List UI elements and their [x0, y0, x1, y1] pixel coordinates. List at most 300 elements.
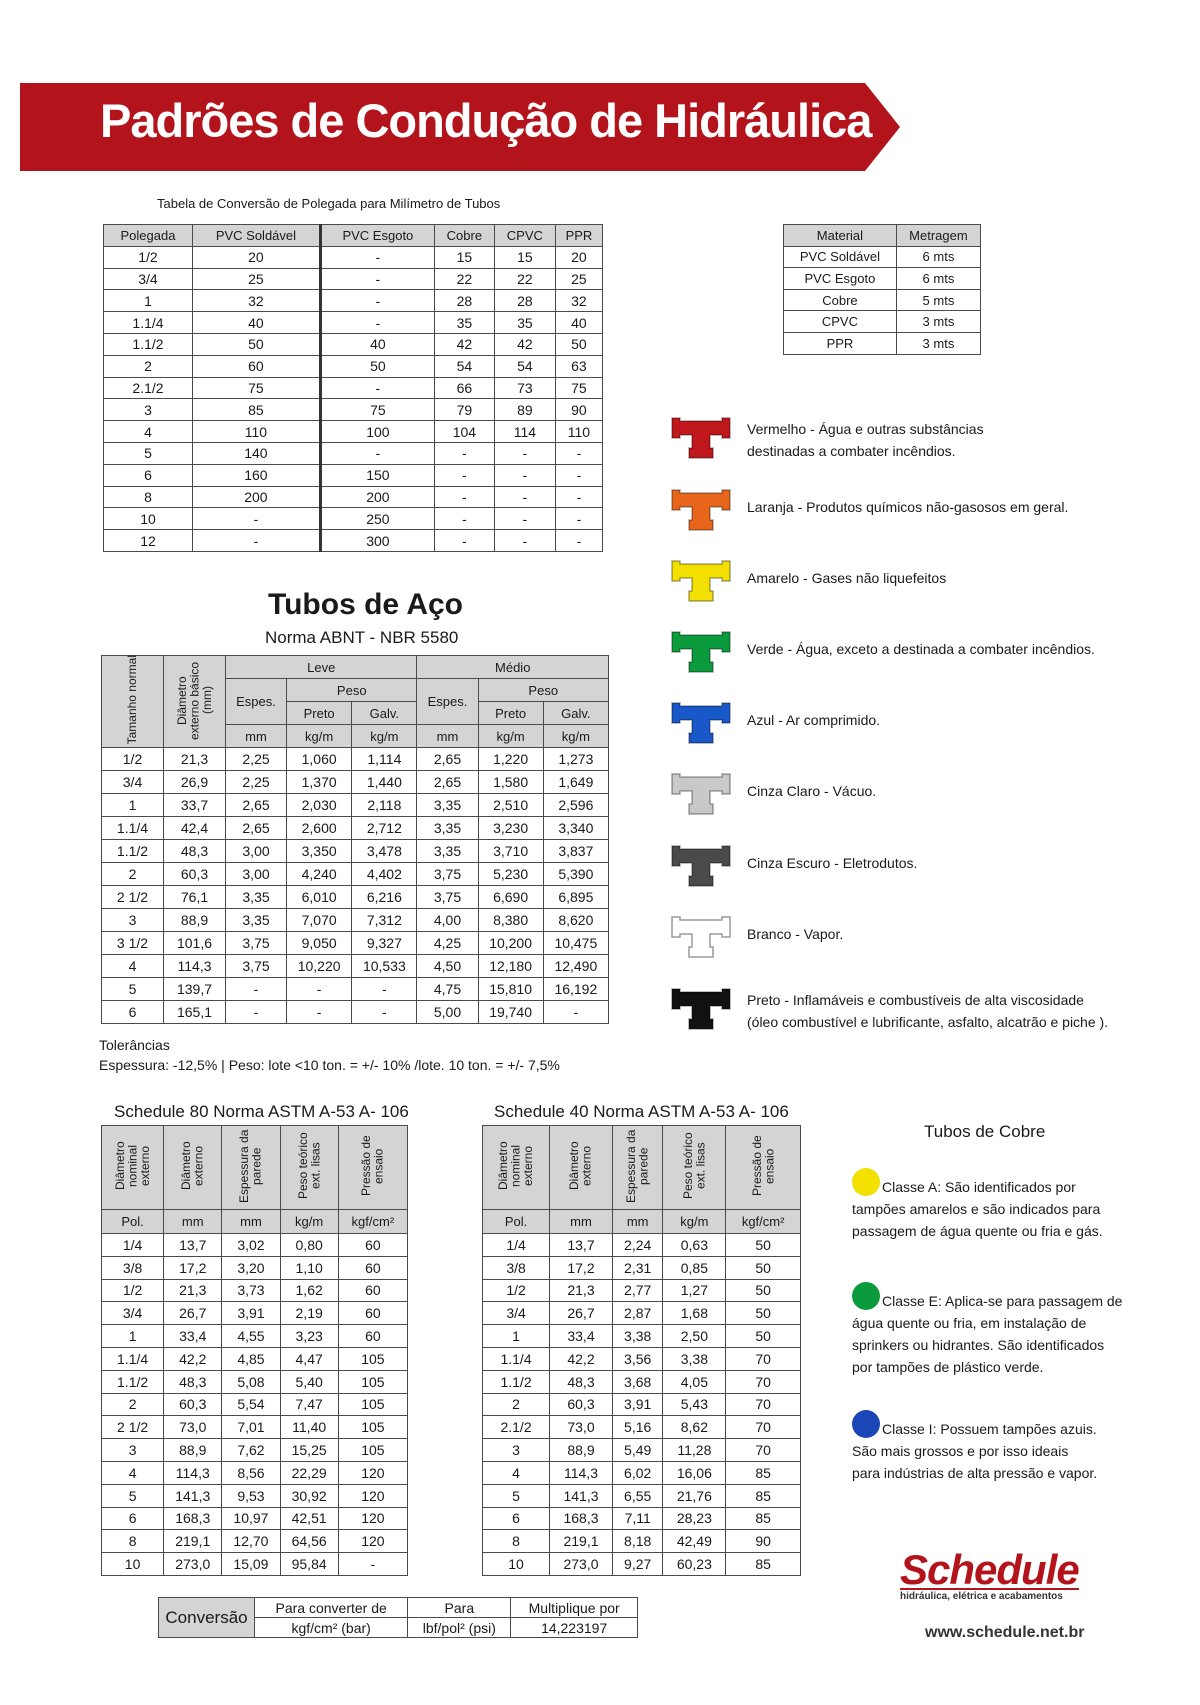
page-title: Padrões de Condução de Hidráulica [100, 94, 872, 147]
table-cell: 4,402 [352, 863, 417, 886]
table-cell: 15,810 [478, 978, 543, 1001]
table-cell: 85 [726, 1461, 801, 1484]
copper-line: sprinkers ou hidrantes. São identificados [852, 1337, 1105, 1353]
table-row [104, 290, 603, 312]
table-cell: 60 [192, 355, 320, 377]
table-cell: - [192, 530, 320, 552]
unit-kgm: kg/m [478, 725, 543, 748]
copper-line: por tampões de plástico verde. [852, 1359, 1044, 1375]
table-cell: 120 [338, 1507, 407, 1530]
table-cell: - [226, 978, 287, 1001]
table-cell: 7,62 [222, 1439, 280, 1462]
table-row [483, 1416, 801, 1439]
table-cell: 6 [102, 1001, 164, 1024]
table-cell: 85 [726, 1484, 801, 1507]
table-cell: - [352, 1001, 417, 1024]
table-cell: 90 [555, 399, 602, 421]
table-cell: 40 [192, 312, 320, 334]
table-cell: 3 [102, 909, 164, 932]
schedule-column-header: Diâmetro externo [550, 1126, 613, 1210]
table-cell: 1.1/2 [104, 333, 193, 355]
table-cell: 3,35 [226, 909, 287, 932]
table-cell: 15,25 [280, 1439, 338, 1462]
table-cell: 3/4 [102, 1302, 164, 1325]
table-cell: 28,23 [663, 1507, 726, 1530]
table-cell: 42 [434, 333, 494, 355]
table-cell: 4,25 [417, 932, 478, 955]
copper-line: Classe I: Possuem tampões azuis. [882, 1421, 1097, 1437]
table-cell: 7,312 [352, 909, 417, 932]
logo-tagline: hidráulica, elétrica e acabamentos [900, 1588, 1079, 1602]
table-cell: 110 [192, 421, 320, 443]
table-cell: - [192, 508, 320, 530]
table-row [483, 1325, 801, 1348]
table-cell: 5 [102, 978, 164, 1001]
legend-text [747, 923, 843, 945]
table-cell: 63 [555, 355, 602, 377]
col-preto-leve: Preto [287, 702, 352, 725]
conversion-from-value: kgf/cm² (bar) [255, 1618, 408, 1638]
table-cell: 3,35 [226, 886, 287, 909]
table-row [104, 355, 603, 377]
table-cell: 3,350 [287, 840, 352, 863]
table-cell: 0,85 [663, 1256, 726, 1279]
table-cell: 9,050 [287, 932, 352, 955]
table-cell: 11,28 [663, 1439, 726, 1462]
table-cell: Cobre [784, 289, 897, 311]
table-row [102, 748, 609, 771]
table-cell: - [320, 442, 434, 464]
table-cell: 10,200 [478, 932, 543, 955]
table-cell: PVC Soldável [784, 246, 897, 268]
table-cell: 3,230 [478, 817, 543, 840]
table-row [104, 268, 603, 290]
table-cell: 168,3 [550, 1507, 613, 1530]
table-cell: 2 1/2 [102, 1416, 164, 1439]
legend-line: Amarelo - Gases não liquefeitos [747, 570, 947, 586]
table-row [102, 1234, 408, 1257]
table-cell: 3,75 [226, 932, 287, 955]
table-cell: 1 [483, 1325, 550, 1348]
table-cell: 70 [726, 1370, 801, 1393]
table-cell: 75 [192, 377, 320, 399]
table-cell: 50 [555, 333, 602, 355]
table-cell: 4 [104, 421, 193, 443]
table-cell: 8,380 [478, 909, 543, 932]
table-row [102, 886, 609, 909]
table-cell: 120 [338, 1530, 407, 1553]
table-cell: 10,533 [352, 955, 417, 978]
table-cell: 1.1/2 [483, 1370, 550, 1393]
table-cell: 5,230 [478, 863, 543, 886]
table-row [483, 1234, 801, 1257]
table-cell: 60 [338, 1325, 407, 1348]
legend-line: destinadas a combater incêndios. [747, 443, 956, 459]
legend-text [747, 989, 1108, 1033]
schedule-column-header: Peso teórico ext. lisas [280, 1126, 338, 1210]
table-cell: - [494, 486, 555, 508]
table-row [102, 1302, 408, 1325]
schedule-unit-header: kgf/cm² [338, 1210, 407, 1234]
website-url[interactable]: www.schedule.net.br [925, 1624, 1085, 1641]
table-cell: 48,3 [164, 840, 226, 863]
copper-class-text [852, 1418, 1097, 1484]
material-header: Metragem [896, 225, 980, 247]
table-cell: 3/4 [483, 1302, 550, 1325]
copper-class-text [852, 1290, 1122, 1378]
table-cell: 6 [104, 464, 193, 486]
table-cell: 6 [102, 1507, 164, 1530]
legend-line: (óleo combustível e lubrificante, asfalto, alcatrão e piche ). [747, 1014, 1109, 1030]
table-cell: 54 [494, 355, 555, 377]
table-cell: - [434, 464, 494, 486]
table-cell: 3,35 [417, 794, 478, 817]
table-cell: 2 [102, 863, 164, 886]
pipe-tee-icon [670, 628, 732, 674]
table-cell: 2 [483, 1393, 550, 1416]
table-cell: 1,27 [663, 1279, 726, 1302]
schedule-unit-header: kgf/cm² [726, 1210, 801, 1234]
table-cell: 4,47 [280, 1347, 338, 1370]
group-medio: Médio [417, 656, 609, 679]
table-cell: 4,00 [417, 909, 478, 932]
table-cell: 9,27 [612, 1553, 663, 1576]
table-cell: 141,3 [164, 1484, 222, 1507]
col-galv-leve: Galv. [352, 702, 417, 725]
table-row [483, 1256, 801, 1279]
table-cell: 75 [555, 377, 602, 399]
table-cell: - [543, 1001, 608, 1024]
table-cell: - [320, 268, 434, 290]
table-cell: 3/4 [102, 771, 164, 794]
table-row [483, 1439, 801, 1462]
table-row [102, 1530, 408, 1553]
table-cell: 2,118 [352, 794, 417, 817]
table-cell: 50 [726, 1256, 801, 1279]
table-cell: 3 1/2 [102, 932, 164, 955]
table-cell: 250 [320, 508, 434, 530]
table-cell: 40 [320, 333, 434, 355]
table-row [483, 1370, 801, 1393]
schedule-column-header: Pressão de ensaio [338, 1126, 407, 1210]
col-galv-medio: Galv. [543, 702, 608, 725]
table-cell: - [434, 442, 494, 464]
copper-line: passagem de água quente ou fria e gás. [852, 1223, 1103, 1239]
table-cell: 0,80 [280, 1234, 338, 1257]
table-cell: 33,4 [550, 1325, 613, 1348]
table-cell: 85 [726, 1553, 801, 1576]
table-cell: 2,31 [612, 1256, 663, 1279]
conversion-header: PVC Soldável [192, 225, 320, 247]
table-cell: 140 [192, 442, 320, 464]
table-cell: 1,060 [287, 748, 352, 771]
legend-line: Cinza Escuro - Eletrodutos. [747, 855, 918, 871]
table-row [102, 1461, 408, 1484]
table-cell: 1,649 [543, 771, 608, 794]
table-cell: 5,16 [612, 1416, 663, 1439]
table-cell: 73,0 [550, 1416, 613, 1439]
legend-line: Preto - Inflamáveis e combustíveis de alta viscosidade [747, 992, 1084, 1008]
table-cell: 60,23 [663, 1553, 726, 1576]
unit-kgm: kg/m [543, 725, 608, 748]
table-cell: 9,327 [352, 932, 417, 955]
table-cell: 30,92 [280, 1484, 338, 1507]
table-cell: 8,18 [612, 1530, 663, 1553]
table-cell: 54 [434, 355, 494, 377]
steel-tubes-title: Tubos de Aço [268, 588, 463, 621]
conversion-header: PPR [555, 225, 602, 247]
table-cell: 1/4 [102, 1234, 164, 1257]
table-cell: 1 [104, 290, 193, 312]
table-cell: 105 [338, 1347, 407, 1370]
table-cell: 1.1/2 [102, 1370, 164, 1393]
table-cell: - [555, 508, 602, 530]
table-cell: 5,43 [663, 1393, 726, 1416]
table-cell: 4,240 [287, 863, 352, 886]
copper-line: Classe A: São identificados por [882, 1179, 1076, 1195]
table-cell: 1 [102, 794, 164, 817]
schedule-column-header: Diâmetro externo [164, 1126, 222, 1210]
pipe-tee-icon [670, 985, 732, 1031]
table-cell: 70 [726, 1416, 801, 1439]
table-cell: 219,1 [164, 1530, 222, 1553]
table-cell: 16,192 [543, 978, 608, 1001]
table-cell: 35 [494, 312, 555, 334]
table-cell: 1,10 [280, 1256, 338, 1279]
table-cell: 50 [320, 355, 434, 377]
table-cell: 1.1/4 [104, 312, 193, 334]
material-length-table [783, 224, 981, 355]
table-cell: 1/2 [483, 1279, 550, 1302]
table-row [102, 978, 609, 1001]
table-cell: 3,837 [543, 840, 608, 863]
table-cell: 8,62 [663, 1416, 726, 1439]
table-cell: 139,7 [164, 978, 226, 1001]
table-cell: - [320, 377, 434, 399]
table-cell: 6 [483, 1507, 550, 1530]
table-cell: 1/2 [102, 748, 164, 771]
table-cell: 105 [338, 1439, 407, 1462]
table-cell: 2,65 [417, 748, 478, 771]
legend-line: Laranja - Produtos químicos não-gasosos em geral. [747, 499, 1069, 515]
table-cell: - [555, 530, 602, 552]
legend-text [747, 496, 1068, 518]
table-cell: 15,09 [222, 1553, 280, 1576]
schedule-logo [900, 1546, 1079, 1602]
table-cell: 5 [483, 1484, 550, 1507]
table-cell: 5,49 [612, 1439, 663, 1462]
conversion-header: PVC Esgoto [320, 225, 434, 247]
table-cell: 64,56 [280, 1530, 338, 1553]
table-cell: 50 [726, 1279, 801, 1302]
table-cell: 48,3 [550, 1370, 613, 1393]
table-cell: 26,7 [164, 1302, 222, 1325]
legend-item-azul [670, 699, 1140, 749]
table-cell: 7,070 [287, 909, 352, 932]
table-cell: 20 [192, 246, 320, 268]
table-cell: 3,710 [478, 840, 543, 863]
table-row [102, 1553, 408, 1576]
table-cell: 2.1/2 [483, 1416, 550, 1439]
conversion-header-from: Para converter de [255, 1598, 408, 1618]
table-cell: 2,19 [280, 1302, 338, 1325]
conversion-to-value: lbf/pol² (psi) [408, 1618, 511, 1638]
tolerances [99, 1035, 560, 1075]
table-cell: - [338, 1553, 407, 1576]
table-row [102, 1325, 408, 1348]
steel-tubes-norm: Norma ABNT - NBR 5580 [265, 628, 459, 647]
table-cell: 40 [555, 312, 602, 334]
table-cell: 12,490 [543, 955, 608, 978]
table-cell: 2 1/2 [102, 886, 164, 909]
table-cell: - [555, 464, 602, 486]
table-cell: 2,87 [612, 1302, 663, 1325]
copper-class-text [852, 1176, 1103, 1242]
group-peso-leve: Peso [287, 679, 417, 702]
table-cell: - [555, 442, 602, 464]
table-cell: 114,3 [164, 1461, 222, 1484]
table-cell: 12 [104, 530, 193, 552]
legend-item-cinza-claro [670, 770, 1140, 820]
pipe-tee-icon [670, 842, 732, 888]
table-row [104, 377, 603, 399]
table-cell: 4,50 [417, 955, 478, 978]
table-cell: CPVC [784, 311, 897, 333]
table-cell: 1.1/4 [483, 1347, 550, 1370]
table-row [102, 1370, 408, 1393]
conversion-header: Cobre [434, 225, 494, 247]
table-row [483, 1347, 801, 1370]
legend-text [747, 638, 1095, 660]
legend-text [747, 852, 917, 874]
col-diametro-externo: Diâmetro externo básico (mm) [164, 656, 226, 748]
table-cell: 1 [102, 1325, 164, 1348]
table-row [784, 289, 981, 311]
table-cell: 22,29 [280, 1461, 338, 1484]
table-cell: 8 [104, 486, 193, 508]
legend-line: Branco - Vapor. [747, 926, 844, 942]
legend-text [747, 709, 880, 731]
table-cell: 8 [483, 1530, 550, 1553]
table-cell: 15 [434, 246, 494, 268]
header-banner [20, 83, 900, 171]
conversion-header-factor: Multiplique por [511, 1598, 638, 1618]
table-cell: 60 [338, 1234, 407, 1257]
table-cell: 32 [555, 290, 602, 312]
table-row [104, 486, 603, 508]
table-cell: 2.1/2 [104, 377, 193, 399]
table-cell: 3,00 [226, 863, 287, 886]
table-cell: 3,38 [612, 1325, 663, 1348]
table-cell: 7,11 [612, 1507, 663, 1530]
table-row [483, 1393, 801, 1416]
table-cell: 42 [494, 333, 555, 355]
table-cell: 6 mts [896, 268, 980, 290]
table-cell: 120 [338, 1484, 407, 1507]
table-cell: 5,08 [222, 1370, 280, 1393]
table-cell: 22 [434, 268, 494, 290]
table-cell: 3/8 [102, 1256, 164, 1279]
table-cell: 4 [102, 955, 164, 978]
table-cell: 120 [338, 1461, 407, 1484]
table-cell: 6,690 [478, 886, 543, 909]
conversion-label: Conversão [159, 1598, 255, 1638]
table-cell: 1.1/2 [102, 840, 164, 863]
table-cell: 26,9 [164, 771, 226, 794]
table-cell: 1/4 [483, 1234, 550, 1257]
table-cell: - [320, 246, 434, 268]
legend-item-preto [670, 985, 1140, 1035]
table-cell: 5 mts [896, 289, 980, 311]
table-row [483, 1302, 801, 1325]
table-cell: 2,25 [226, 748, 287, 771]
table-cell: 4,05 [663, 1370, 726, 1393]
copper-line: São mais grossos e por isso ideais [852, 1443, 1069, 1459]
table-cell: 8,620 [543, 909, 608, 932]
group-leve: Leve [226, 656, 417, 679]
table-cell: 104 [434, 421, 494, 443]
legend-line: Vermelho - Água e outras substâncias [747, 421, 984, 437]
table-cell: 6,010 [287, 886, 352, 909]
table-cell: 3,478 [352, 840, 417, 863]
table-cell: 3 [102, 1439, 164, 1462]
table-cell: 6,55 [612, 1484, 663, 1507]
table-cell: 50 [192, 333, 320, 355]
table-cell: 26,7 [550, 1302, 613, 1325]
logo-name: Schedule [900, 1546, 1079, 1593]
conversion-header: CPVC [494, 225, 555, 247]
table-cell: 3,91 [612, 1393, 663, 1416]
table-cell: 0,63 [663, 1234, 726, 1257]
schedule-column-header: Peso teórico ext. lisas [663, 1126, 726, 1210]
table-cell: 70 [726, 1439, 801, 1462]
table-cell: 8 [102, 1530, 164, 1553]
schedule-unit-header: Pol. [102, 1210, 164, 1234]
table-cell: 110 [555, 421, 602, 443]
table-cell: 9,53 [222, 1484, 280, 1507]
table-cell: 8,56 [222, 1461, 280, 1484]
table-cell: 48,3 [164, 1370, 222, 1393]
table-cell: 85 [726, 1507, 801, 1530]
table-cell: 50 [726, 1234, 801, 1257]
table-row [102, 932, 609, 955]
table-cell: 32 [192, 290, 320, 312]
table-cell: - [494, 464, 555, 486]
table-cell: 33,4 [164, 1325, 222, 1348]
pipe-tee-icon [670, 913, 732, 959]
table-cell: 89 [494, 399, 555, 421]
table-row [483, 1530, 801, 1553]
table-row [104, 246, 603, 268]
table-cell: 60,3 [164, 1393, 222, 1416]
table-cell: - [287, 978, 352, 1001]
group-peso-medio: Peso [478, 679, 609, 702]
table-cell: 5,00 [417, 1001, 478, 1024]
legend-text [747, 418, 984, 462]
table-row [104, 508, 603, 530]
table-row [102, 794, 609, 817]
table-cell: 273,0 [550, 1553, 613, 1576]
table-cell: 3,91 [222, 1302, 280, 1325]
table-row [104, 442, 603, 464]
table-cell: 3,35 [417, 840, 478, 863]
pipe-tee-icon [670, 557, 732, 603]
table-cell: 4 [483, 1461, 550, 1484]
table-cell: 2,600 [287, 817, 352, 840]
unit-kgm: kg/m [287, 725, 352, 748]
table-cell: - [352, 978, 417, 1001]
table-cell: 1,370 [287, 771, 352, 794]
